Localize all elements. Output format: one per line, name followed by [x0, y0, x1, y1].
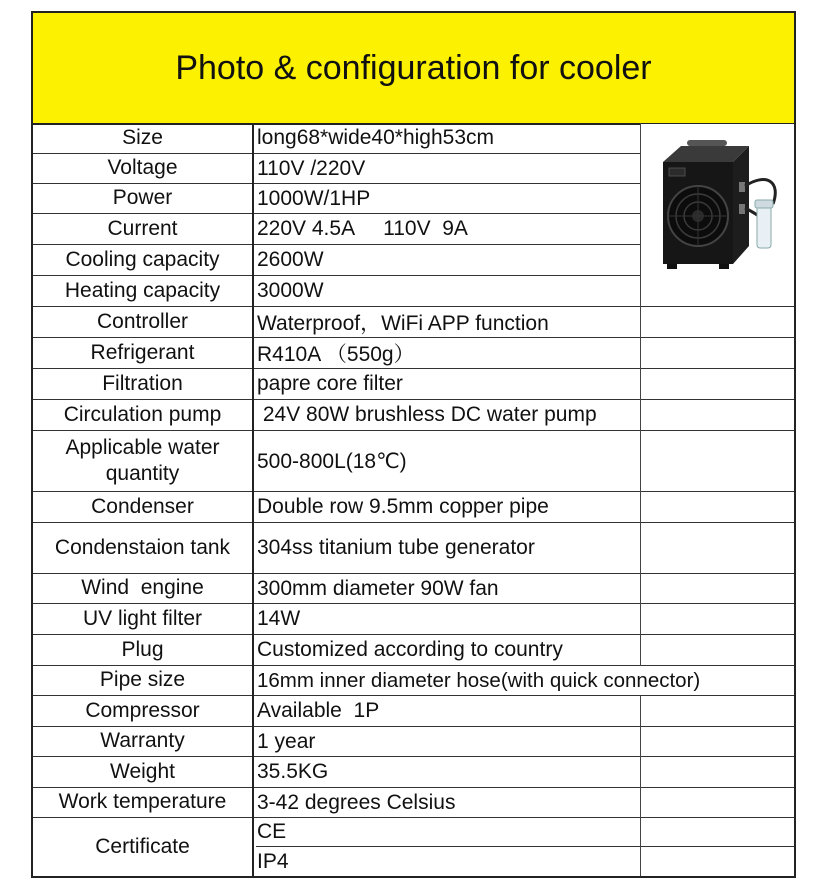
spec-value: 35.5KG: [257, 760, 329, 783]
spec-row-refrigerant: [33, 338, 794, 369]
spec-row-weight: [33, 757, 794, 788]
spec-value: Customized according to country: [257, 638, 563, 661]
spec-value: CE: [256, 818, 794, 847]
column-divider: [640, 696, 641, 876]
spec-label: Work temperature: [58, 790, 227, 814]
spec-value: Double row 9.5mm copper pipe: [257, 495, 549, 518]
spec-label: Certificate: [95, 834, 190, 858]
spec-row-warranty: [33, 727, 794, 757]
spec-row-compressor: [33, 696, 794, 727]
spec-row-water-quantity: [33, 431, 794, 492]
page-title: Photo & configuration for cooler: [33, 13, 794, 125]
spec-label: Weight: [110, 759, 175, 783]
spec-value: 300mm diameter 90W fan: [257, 576, 499, 600]
spec-label: Refrigerant: [90, 340, 195, 364]
spec-row-wind-engine: [33, 574, 794, 604]
spec-label: Wind engine: [81, 576, 204, 600]
spec-label: Current: [107, 216, 178, 240]
spec-value: IP4: [257, 849, 289, 873]
spec-label: Compressor: [85, 698, 200, 722]
spec-label: Condenser: [91, 494, 194, 518]
cooler-unit-icon: [641, 124, 794, 306]
spec-value: papre core filter: [257, 372, 403, 395]
spec-value: 3-42 degrees Celsius: [257, 790, 456, 814]
spec-value: 2600W: [257, 248, 324, 271]
spec-label: Applicable water quantity: [65, 435, 220, 485]
product-photo: [641, 124, 794, 306]
spec-label: Warranty: [100, 729, 185, 753]
spec-value: 24V 80W brushless DC water pump: [257, 403, 597, 426]
spec-label: Plug: [121, 637, 164, 661]
spec-row-work-temp: [33, 788, 794, 818]
spec-value: 220V 4.5A 110V 9A: [257, 217, 468, 240]
spec-label: Size: [122, 125, 163, 149]
spec-value: 1000W/1HP: [257, 186, 371, 210]
spec-row-controller: [33, 307, 794, 338]
spec-value: 500-800L(18℃): [257, 449, 407, 473]
spec-value: Waterproof，WiFi APP function: [257, 312, 549, 335]
spec-value: 16mm inner diameter hose(with quick connector): [257, 668, 701, 692]
spec-label: Voltage: [107, 156, 178, 180]
spec-label: Circulation pump: [63, 402, 222, 426]
spec-value: 3000W: [257, 279, 324, 302]
spec-sheet: [31, 11, 796, 878]
spec-value: 1 year: [257, 729, 316, 753]
spec-value: long68*wide40*high53cm: [257, 126, 495, 149]
spec-row-uv: [33, 604, 794, 635]
spec-row-tank: [33, 523, 794, 574]
spec-label: Condenstaion tank: [54, 535, 231, 559]
spec-label: UV light filter: [82, 606, 203, 630]
spec-label: Filtration: [102, 371, 183, 395]
spec-value: 110V /220V: [257, 156, 366, 180]
spec-label: Cooling capacity: [65, 247, 220, 271]
spec-value: Available 1P: [257, 699, 380, 722]
spec-row-pipe-size: [33, 666, 794, 696]
spec-row-certificate: [33, 818, 794, 876]
spec-label: Controller: [96, 309, 189, 333]
spec-row-pump: [33, 400, 794, 431]
spec-row-plug: [33, 635, 794, 666]
spec-label: Power: [112, 186, 173, 210]
spec-value: 14W: [257, 607, 301, 630]
spec-row-condenser: [33, 492, 794, 523]
spec-label: Pipe size: [99, 668, 186, 692]
spec-row-filtration: [33, 369, 794, 400]
spec-label: Heating capacity: [64, 278, 221, 302]
column-divider: [252, 123, 254, 876]
spec-value: 304ss titanium tube generator: [257, 536, 535, 559]
spec-value: R410A （550g）: [257, 343, 415, 366]
